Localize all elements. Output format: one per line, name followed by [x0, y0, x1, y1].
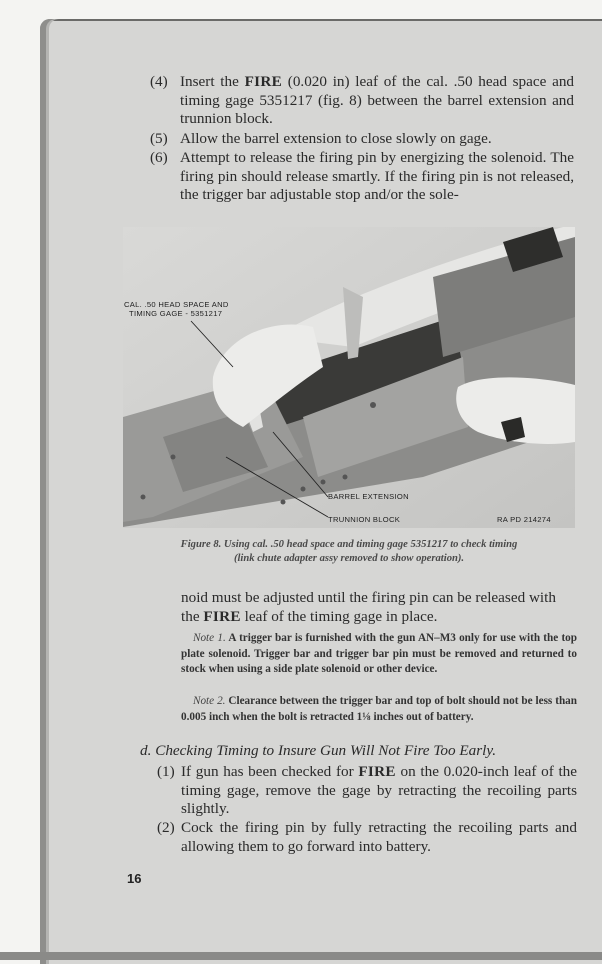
step-text: Cock the firing pin by fully retracting the recoiling parts and allowing them to go forward into battery. — [181, 819, 577, 855]
step-4 — [150, 73, 574, 129]
caption-line-1: Figure 8. Using cal. .50 head space and timing gage 5351217 to check timing — [180, 539, 518, 550]
label-gage-line2: TIMING GAGE - 5351217 — [129, 309, 223, 318]
figure-caption — [120, 538, 578, 566]
section-d-heading — [140, 742, 580, 761]
page-number: 16 — [127, 871, 142, 886]
step-number: (2) — [157, 819, 175, 836]
step-text: Attempt to release the firing pin by energizing the solenoid. The firing pin should release smartly. If the firing pin is not released, the trigger bar adjustable stop and/or the sole- — [180, 149, 574, 203]
label-trunnion-block: TRUNNION BLOCK — [328, 515, 401, 524]
step-5 — [150, 130, 574, 149]
step-text: If gun has been checked for FIRE on the 0.020-inch leaf of the timing gage, remove the gage by retracting the recoiling parts slightly. — [181, 763, 577, 817]
step-d-2 — [157, 819, 577, 856]
figure-reference-number: RA PD 214274 — [497, 515, 551, 524]
step-text: Allow the barrel extension to close slowly on gage. — [180, 130, 492, 147]
label-barrel-extension: BARREL EXTENSION — [328, 492, 409, 501]
step-number: (5) — [150, 130, 168, 147]
caption-line-2: (link chute adapter assy removed to show operation). — [233, 553, 465, 564]
step-number: (1) — [157, 763, 175, 780]
section-title: Checking Timing to Insure Gun Will Not Fire Too Early. — [155, 742, 497, 759]
label-gage-line1: CAL. .50 HEAD SPACE AND — [124, 300, 229, 309]
step-d-1 — [157, 763, 577, 819]
note-label: Note 1. — [193, 632, 226, 644]
machine-gun-illustration — [123, 227, 575, 528]
page-edge — [0, 952, 602, 960]
note-2: Note 2. Clearance between the trigger bar and top of bolt should not be less than 0.005 inch when the bolt is retracted 1⅛ inches out of battery. — [181, 695, 577, 723]
step-number: (6) — [150, 149, 168, 166]
step-6 — [150, 149, 574, 205]
note-1: Note 1. A trigger bar is furnished with the gun AN–M3 only for use with the top plate solenoid. Trigger bar and trigger bar pin must be removed and returned to stock when using a side plate solenoid or other device. — [181, 632, 577, 675]
section-letter: d. — [140, 742, 152, 759]
step-text: Insert the FIRE (0.020 in) leaf of the cal. .50 head space and timing gage 5351217 (fig. 8) between the barrel extension and trunnion block. — [180, 73, 575, 127]
continuation-paragraph: noid must be adjusted until the firing pin can be released with the FIRE leaf of the timing gage in place. — [181, 589, 556, 625]
note-label: Note 2. — [193, 695, 226, 707]
figure-8-photo — [123, 227, 575, 528]
step-number: (4) — [150, 73, 168, 90]
